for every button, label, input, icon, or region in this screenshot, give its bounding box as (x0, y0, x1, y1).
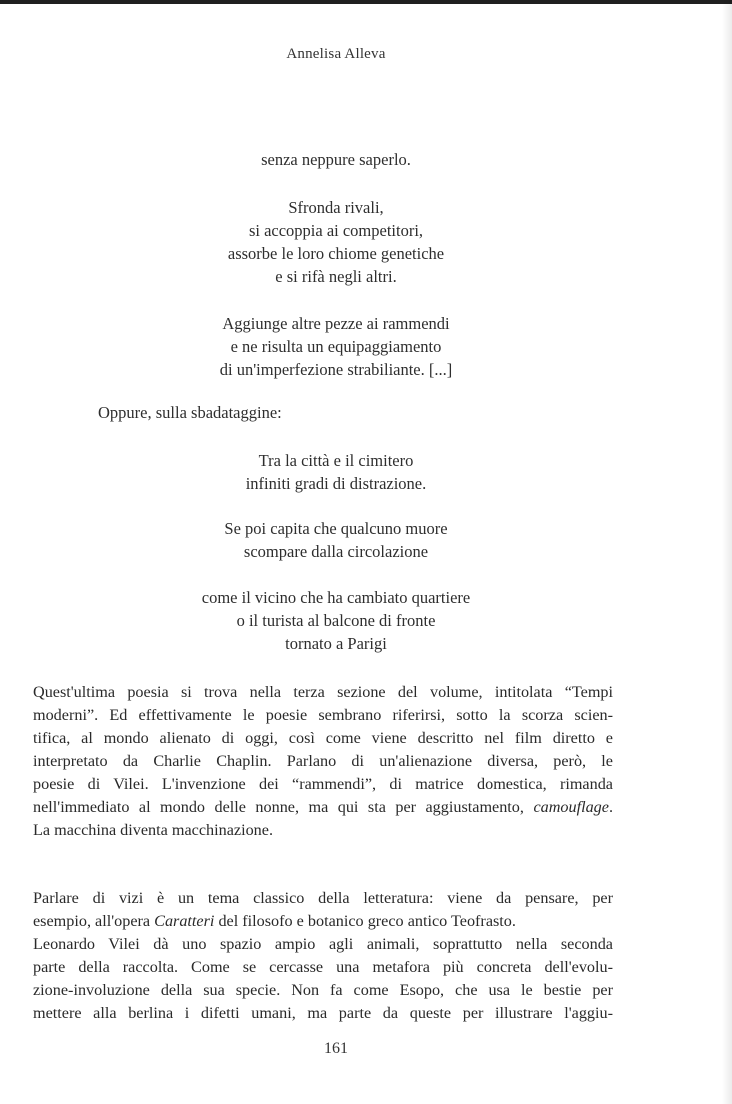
poem-line: infiniti gradi di distrazione. (245, 474, 427, 493)
poem-line: Aggiunge altre pezze ai rammendi (222, 314, 450, 333)
paragraph-line: moderni”. Ed effettivamente le poesie sembrano riferirsi, sotto la scorza scien- (33, 706, 613, 724)
poem-line: o il turista al balcone di fronte (236, 611, 436, 630)
poem-line: Se poi capita che qualcuno muore (224, 519, 448, 538)
page-edge-shadow (722, 0, 732, 1104)
poem-line: e ne risulta un equipaggiamento (230, 337, 442, 356)
poem-line: assorbe le loro chiome genetiche (227, 244, 445, 263)
paragraph-line: interpretato da Charlie Chaplin. Parlano di un'alienazione diversa, però, le (33, 752, 613, 770)
poem-line: si accoppia ai competitori, (248, 221, 424, 240)
punctuation: . (608, 798, 614, 816)
poem-line: Sfronda rivali, (288, 198, 384, 217)
paragraph-line: tifica, al mondo alienato di oggi, così come viene descritto nel film diretto e (33, 729, 613, 747)
paragraph-line: mettere alla berlina i difetti umani, ma parte da queste per illustrare l'aggiu- (33, 1004, 613, 1022)
poem-line: Tra la città e il cimitero (258, 451, 414, 470)
paragraph-text: nell'immediato al mondo delle nonne, ma qui sta per aggiustamento, (33, 798, 524, 816)
paragraph-text: del filosofo e botanico greco antico Teofrasto. (218, 912, 516, 930)
poem-line: tornato a Parigi (285, 634, 387, 653)
paragraph-line: Parlare di vizi è un tema classico della letteratura: viene da pensare, per (33, 889, 613, 907)
poem-line: e si rifà negli altri. (275, 267, 397, 286)
paragraph-line: parte della raccolta. Come se cercasse una metafora più concreta dell'evolu- (33, 958, 613, 976)
italic-word: camouflage (533, 798, 609, 816)
poem-line: senza neppure saperlo. (261, 150, 411, 169)
paragraph-text: esempio, all'opera (33, 912, 151, 930)
poem-intro: Oppure, sulla sbadataggine: (98, 403, 282, 422)
paragraph-line: Quest'ultima poesia si trova nella terza sezione del volume, intitolata “Tempi (33, 683, 613, 701)
page-number: 161 (324, 1040, 348, 1057)
poem-line: scompare dalla circolazione (243, 542, 429, 561)
paragraph-line: zione-involuzione della sua specie. Non fa come Esopo, che usa le bestie per (33, 981, 613, 999)
paragraph-line: Leonardo Vilei dà uno spazio ampio agli animali, soprattutto nella seconda (33, 935, 613, 953)
paragraph-line (33, 910, 613, 932)
paragraph-line: La macchina diventa macchinazione. (33, 821, 273, 839)
italic-title: Caratteri (154, 912, 215, 930)
poem-line: come il vicino che ha cambiato quartiere (201, 588, 471, 607)
poem-line: di un'imperfezione strabiliante. [...] (219, 360, 453, 379)
running-head: Annelisa Alleva (286, 46, 386, 62)
paragraph-line (33, 796, 613, 818)
paragraph-line: poesie di Vilei. L'invenzione dei “rammendi”, di matrice domestica, rimanda (33, 775, 613, 793)
top-edge-rule (0, 0, 732, 4)
